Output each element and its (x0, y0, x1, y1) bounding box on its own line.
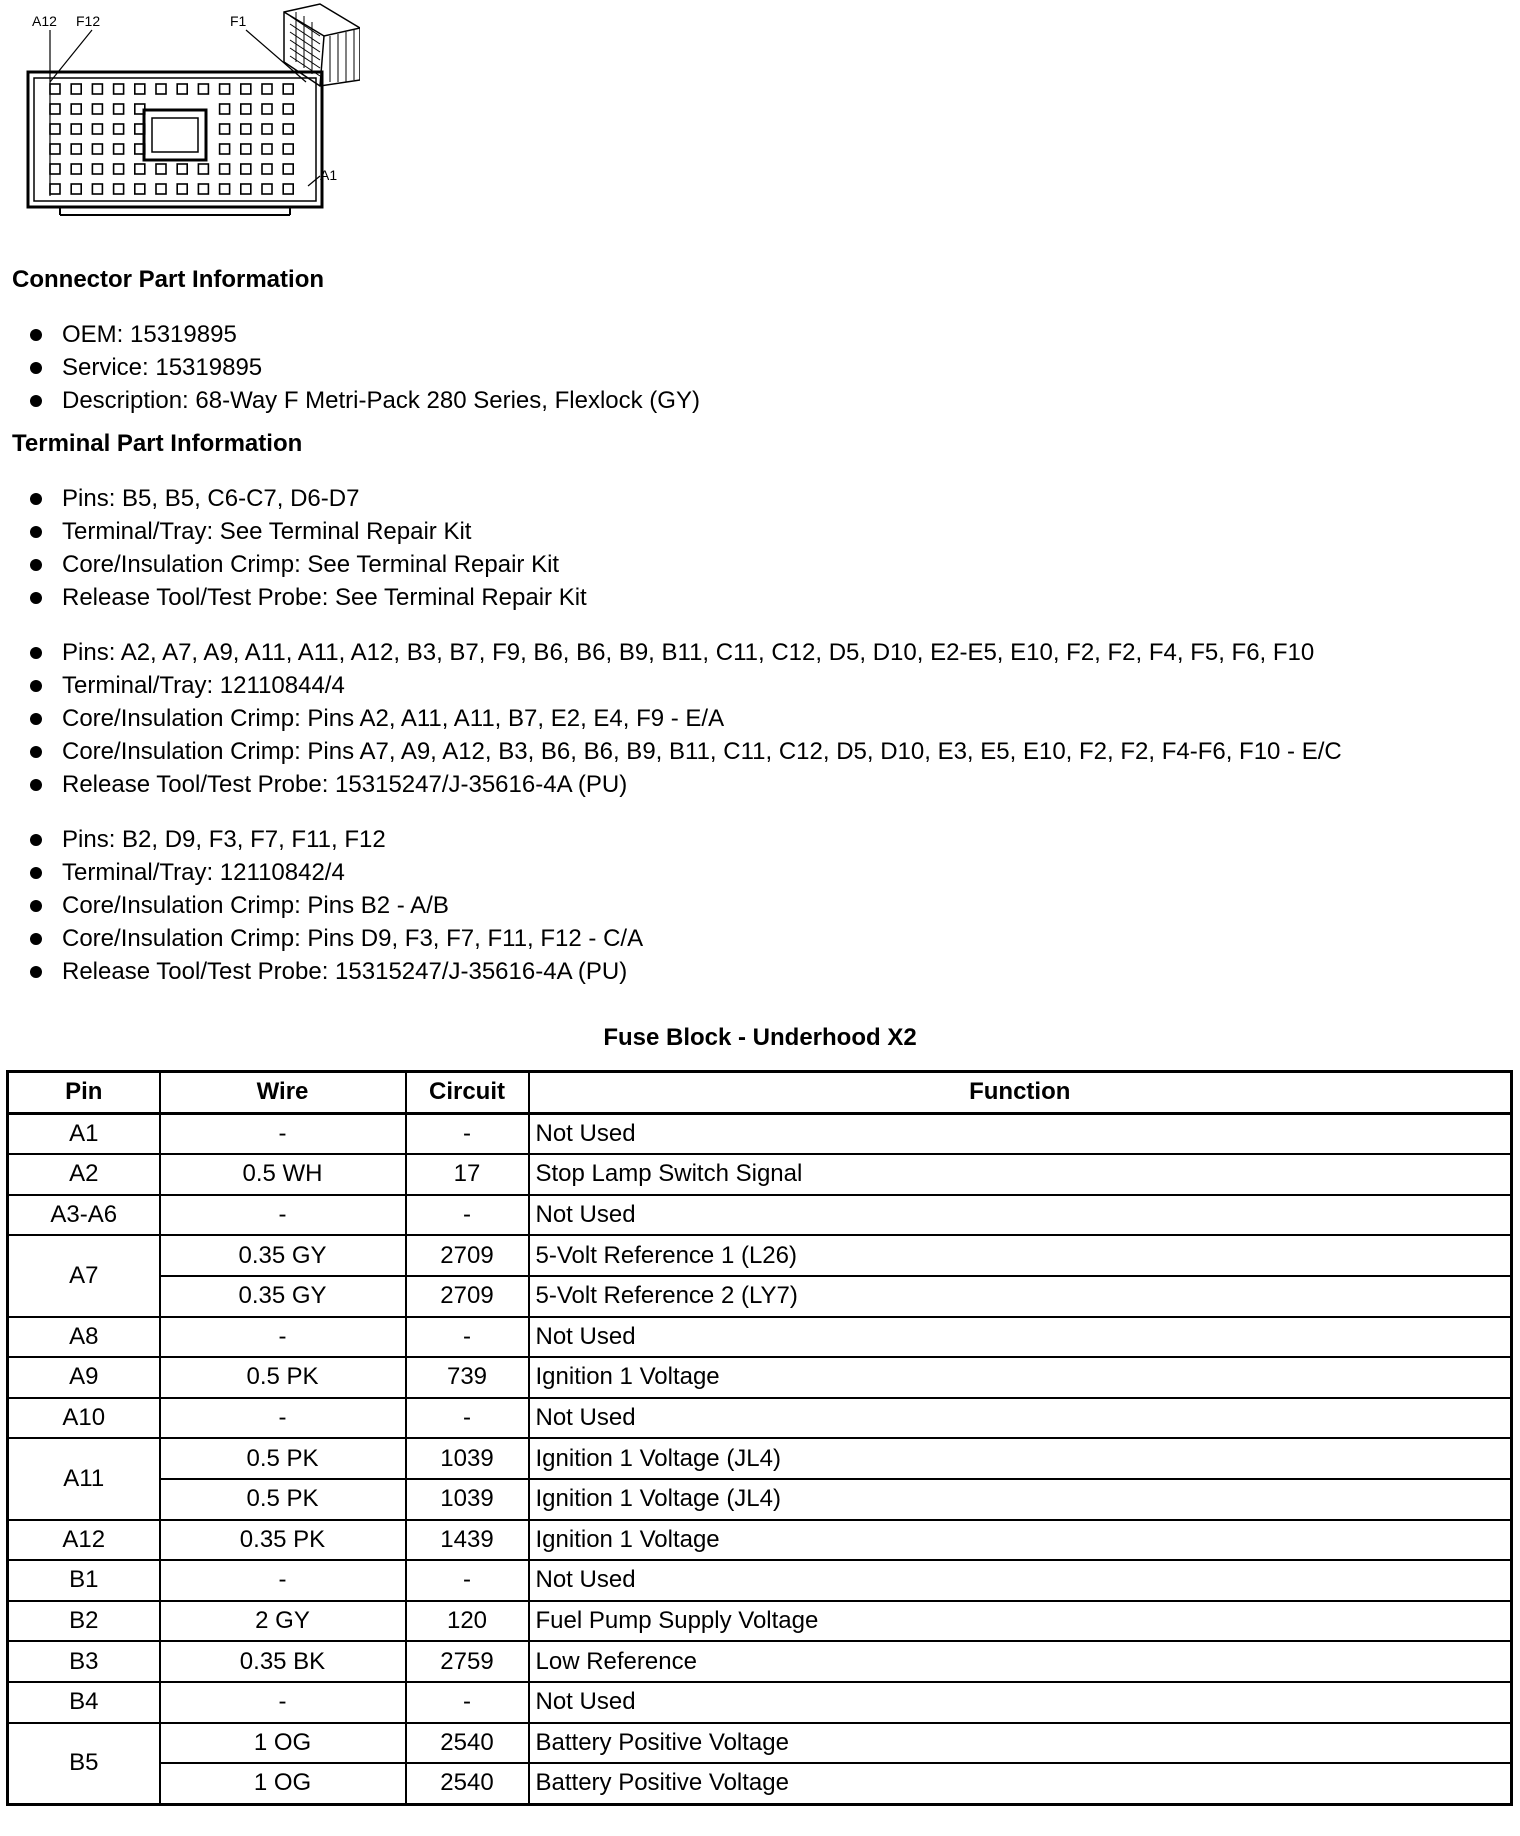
bullet-icon (30, 900, 42, 912)
cell-circuit: - (406, 1113, 529, 1154)
cell-function: Stop Lamp Switch Signal (529, 1154, 1512, 1195)
terminal-part-information-heading: Terminal Part Information (12, 430, 303, 457)
list-item: Core/Insulation Crimp: Pins A7, A9, A12, B3, B6, B6, B9, B11, C11, C12, D5, D10, E3, E5, E10, F2, F2, F4-F6, F10 - E/C (30, 735, 1342, 768)
cell-wire: - (160, 1398, 406, 1439)
pin-cavity (241, 84, 251, 94)
cell-circuit: - (406, 1195, 529, 1236)
cell-pin: A8 (8, 1317, 160, 1358)
cell-wire: 1 OG (160, 1763, 406, 1804)
pin-cavity (241, 184, 251, 194)
cell-circuit: 739 (406, 1357, 529, 1398)
table-body (8, 1113, 1512, 1804)
bullet-icon (30, 395, 42, 407)
list-item: Pins: A2, A7, A9, A11, A11, A12, B3, B7, F9, B6, B6, B9, B11, C11, C12, D5, D10, E2-E5, E10, F2, F2, F4, F5, F6, F10 (30, 636, 1342, 669)
pin-cavity (71, 164, 81, 174)
bullet-icon (30, 834, 42, 846)
pin-cavity (114, 144, 124, 154)
cell-function: Fuel Pump Supply Voltage (529, 1601, 1512, 1642)
cell-circuit: 1039 (406, 1438, 529, 1479)
bullet-icon (30, 867, 42, 879)
cell-pin: A1 (8, 1113, 160, 1154)
bullet-icon (30, 779, 42, 791)
list-item: Service: 15319895 (30, 351, 700, 384)
pin-cavity (114, 84, 124, 94)
pin-cavity (283, 184, 293, 194)
table-row (8, 1276, 1512, 1317)
list-item: Pins: B5, B5, C6-C7, D6-D7 (30, 482, 587, 515)
table-row (8, 1113, 1512, 1154)
terminal-group-3-list (30, 823, 643, 988)
bullet-icon (30, 362, 42, 374)
pin-cavity (198, 84, 208, 94)
cell-circuit: 2709 (406, 1276, 529, 1317)
cell-pin: A3-A6 (8, 1195, 160, 1236)
list-item: Description: 68-Way F Metri-Pack 280 Series, Flexlock (GY) (30, 384, 700, 417)
pin-cavity-grid (50, 84, 293, 194)
pin-cavity (220, 104, 230, 114)
list-item: Core/Insulation Crimp: Pins B2 - A/B (30, 889, 643, 922)
pin-cavity (114, 184, 124, 194)
cell-function: Ignition 1 Voltage (529, 1520, 1512, 1561)
pin-cavity (135, 84, 145, 94)
pin-cavity (283, 124, 293, 134)
cell-circuit: - (406, 1398, 529, 1439)
connector-diagram (20, 0, 360, 225)
cell-circuit: - (406, 1317, 529, 1358)
header-pin: Pin (8, 1072, 160, 1114)
cell-function: Not Used (529, 1317, 1512, 1358)
cell-circuit: 120 (406, 1601, 529, 1642)
pin-cavity (177, 184, 187, 194)
pin-cavity (50, 164, 60, 174)
pin-cavity (71, 124, 81, 134)
bullet-icon (30, 966, 42, 978)
pin-cavity (114, 124, 124, 134)
pin-cavity (92, 164, 102, 174)
cell-circuit: 2540 (406, 1763, 529, 1804)
pin-cavity (262, 104, 272, 114)
cell-wire: - (160, 1195, 406, 1236)
pin-cavity (50, 184, 60, 194)
list-item: Core/Insulation Crimp: See Terminal Repair Kit (30, 548, 587, 581)
pin-cavity (135, 164, 145, 174)
pin-cavity (283, 104, 293, 114)
table-row (8, 1560, 1512, 1601)
list-item: Terminal/Tray: 12110842/4 (30, 856, 643, 889)
pin-cavity (198, 184, 208, 194)
cell-wire: 2 GY (160, 1601, 406, 1642)
pin-cavity (241, 124, 251, 134)
pin-cavity (92, 184, 102, 194)
pin-cavity (220, 84, 230, 94)
cell-wire: 0.35 BK (160, 1641, 406, 1682)
list-item: Terminal/Tray: See Terminal Repair Kit (30, 515, 587, 548)
cell-function: Not Used (529, 1195, 1512, 1236)
cell-circuit: 2540 (406, 1723, 529, 1764)
cell-wire: 0.35 GY (160, 1276, 406, 1317)
table-row (8, 1235, 1512, 1276)
pin-cavity (283, 84, 293, 94)
bullet-icon (30, 493, 42, 505)
pin-cavity (50, 124, 60, 134)
cell-wire: - (160, 1317, 406, 1358)
pin-cavity (262, 184, 272, 194)
cell-function: Battery Positive Voltage (529, 1763, 1512, 1804)
cell-circuit: 2709 (406, 1235, 529, 1276)
pin-cavity (135, 184, 145, 194)
cell-pin: B2 (8, 1601, 160, 1642)
bullet-icon (30, 329, 42, 341)
pin-cavity (241, 104, 251, 114)
list-item: Release Tool/Test Probe: See Terminal Repair Kit (30, 581, 587, 614)
connector-part-list (30, 318, 700, 417)
pin-cavity (71, 104, 81, 114)
cell-function: Ignition 1 Voltage (JL4) (529, 1479, 1512, 1520)
connector-part-information-heading: Connector Part Information (12, 266, 325, 293)
table-row (8, 1438, 1512, 1479)
table-row (8, 1641, 1512, 1682)
cell-pin: A2 (8, 1154, 160, 1195)
label-a1: A1 (320, 167, 338, 183)
pin-cavity (241, 164, 251, 174)
cell-wire: - (160, 1560, 406, 1601)
header-wire: Wire (160, 1072, 406, 1114)
cell-wire: 0.5 WH (160, 1154, 406, 1195)
pin-cavity (114, 104, 124, 114)
pin-cavity (262, 124, 272, 134)
cell-pin: B4 (8, 1682, 160, 1723)
bullet-icon (30, 559, 42, 571)
cell-function: 5-Volt Reference 2 (LY7) (529, 1276, 1512, 1317)
pin-cavity (156, 184, 166, 194)
cell-function: Not Used (529, 1682, 1512, 1723)
bullet-icon (30, 647, 42, 659)
bullet-icon (30, 933, 42, 945)
table-row (8, 1398, 1512, 1439)
pin-cavity (220, 164, 230, 174)
pin-function-table (6, 1070, 1513, 1806)
bullet-icon (30, 746, 42, 758)
pin-cavity (220, 184, 230, 194)
list-item: OEM: 15319895 (30, 318, 700, 351)
pin-cavity (198, 164, 208, 174)
cell-pin: A7 (8, 1235, 160, 1316)
pin-cavity (262, 84, 272, 94)
cell-pin: B1 (8, 1560, 160, 1601)
label-f1: F1 (230, 13, 247, 29)
cell-circuit: 17 (406, 1154, 529, 1195)
cell-circuit: - (406, 1682, 529, 1723)
terminal-group-2-list (30, 636, 1342, 801)
pin-cavity (262, 164, 272, 174)
pin-cavity (283, 144, 293, 154)
bullet-icon (30, 713, 42, 725)
list-item: Release Tool/Test Probe: 15315247/J-35616-4A (PU) (30, 955, 643, 988)
cell-pin: B3 (8, 1641, 160, 1682)
cell-circuit: 1039 (406, 1479, 529, 1520)
label-a12: A12 (32, 13, 57, 29)
pin-cavity (220, 124, 230, 134)
cell-pin: A11 (8, 1438, 160, 1519)
cell-wire: - (160, 1113, 406, 1154)
pin-cavity (114, 164, 124, 174)
cell-function: Not Used (529, 1113, 1512, 1154)
list-item: Core/Insulation Crimp: Pins D9, F3, F7, F11, F12 - C/A (30, 922, 643, 955)
terminal-group-1-list (30, 482, 587, 614)
table-row (8, 1195, 1512, 1236)
bullet-icon (30, 592, 42, 604)
pin-cavity (156, 84, 166, 94)
pin-cavity (92, 124, 102, 134)
table-row (8, 1682, 1512, 1723)
table-row (8, 1154, 1512, 1195)
pin-cavity (50, 84, 60, 94)
pin-cavity (92, 84, 102, 94)
header-function: Function (529, 1072, 1512, 1114)
cell-circuit: 2759 (406, 1641, 529, 1682)
pin-cavity (220, 144, 230, 154)
pin-cavity (92, 144, 102, 154)
cell-function: Battery Positive Voltage (529, 1723, 1512, 1764)
cell-function: Not Used (529, 1398, 1512, 1439)
list-item: Core/Insulation Crimp: Pins A2, A11, A11, B7, E2, E4, F9 - E/A (30, 702, 1342, 735)
pin-cavity (177, 84, 187, 94)
table-row (8, 1317, 1512, 1358)
cell-wire: - (160, 1682, 406, 1723)
header-circuit: Circuit (406, 1072, 529, 1114)
table-header-row (8, 1072, 1512, 1114)
pin-cavity (71, 84, 81, 94)
table-row (8, 1520, 1512, 1561)
cell-wire: 1 OG (160, 1723, 406, 1764)
table-row (8, 1601, 1512, 1642)
bullet-icon (30, 526, 42, 538)
cell-wire: 0.5 PK (160, 1357, 406, 1398)
pin-cavity (241, 144, 251, 154)
pin-cavity (283, 164, 293, 174)
pin-cavity (92, 104, 102, 114)
table-row (8, 1479, 1512, 1520)
bullet-icon (30, 680, 42, 692)
pin-cavity (50, 144, 60, 154)
pin-cavity (262, 144, 272, 154)
cell-pin: A9 (8, 1357, 160, 1398)
cell-circuit: - (406, 1560, 529, 1601)
cell-pin: A10 (8, 1398, 160, 1439)
cell-pin: A12 (8, 1520, 160, 1561)
table-row (8, 1357, 1512, 1398)
table-row (8, 1723, 1512, 1764)
cell-wire: 0.5 PK (160, 1438, 406, 1479)
cell-function: Not Used (529, 1560, 1512, 1601)
pin-cavity (71, 144, 81, 154)
list-item: Release Tool/Test Probe: 15315247/J-35616-4A (PU) (30, 768, 1342, 801)
pin-cavity (156, 164, 166, 174)
cell-wire: 0.35 PK (160, 1520, 406, 1561)
cell-function: Ignition 1 Voltage (529, 1357, 1512, 1398)
pin-cavity (50, 104, 60, 114)
pin-cavity (71, 184, 81, 194)
pin-cavity (177, 164, 187, 174)
cell-function: 5-Volt Reference 1 (L26) (529, 1235, 1512, 1276)
table-title: Fuse Block - Underhood X2 (603, 1024, 917, 1051)
cell-circuit: 1439 (406, 1520, 529, 1561)
table-row (8, 1763, 1512, 1804)
list-item: Terminal/Tray: 12110844/4 (30, 669, 1342, 702)
cell-function: Low Reference (529, 1641, 1512, 1682)
cell-function: Ignition 1 Voltage (JL4) (529, 1438, 1512, 1479)
label-f12: F12 (76, 13, 101, 29)
cell-pin: B5 (8, 1723, 160, 1805)
cell-wire: 0.5 PK (160, 1479, 406, 1520)
cell-wire: 0.35 GY (160, 1235, 406, 1276)
list-item: Pins: B2, D9, F3, F7, F11, F12 (30, 823, 643, 856)
